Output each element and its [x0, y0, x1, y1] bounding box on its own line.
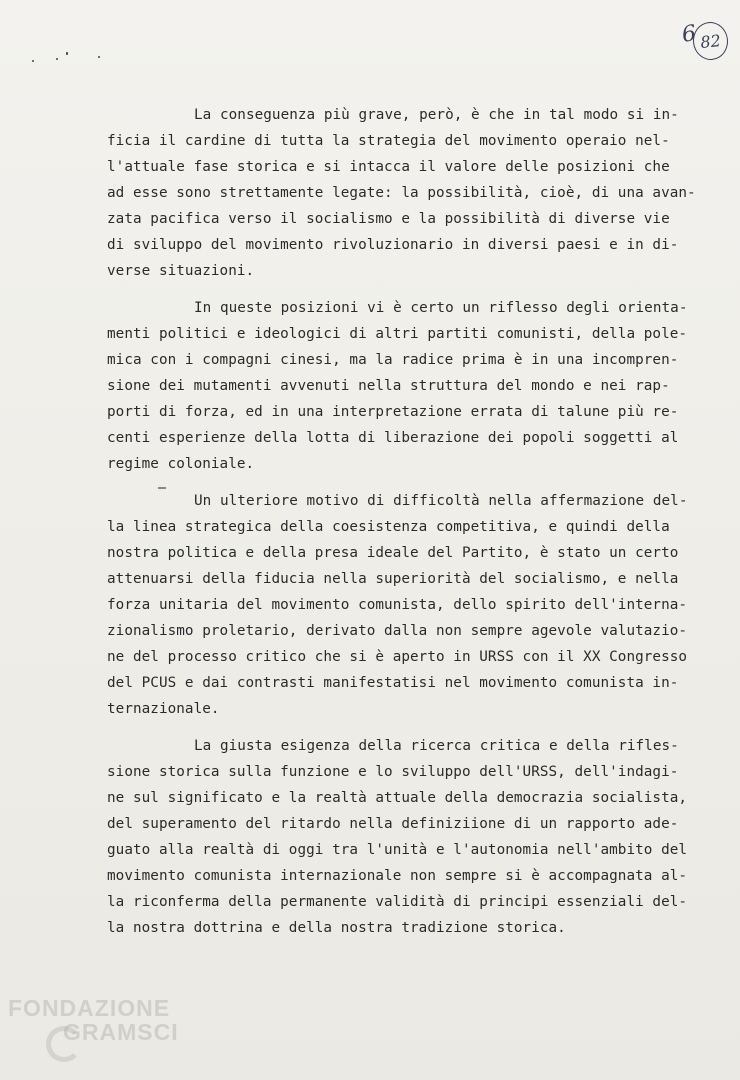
text-line: porti di forza, ed in una interpretazione errata di talune più re- [107, 404, 679, 420]
text-line: ficia il cardine di tutta la strategia del movimento operaio nel- [107, 133, 670, 149]
text-line: In queste posizioni vi è certo un riflesso degli orienta- [194, 300, 688, 316]
text-line: menti politici e ideologici di altri partiti comunisti, della pole- [107, 326, 688, 342]
text-line: la nostra dottrina e della nostra tradizione storica. [107, 920, 566, 936]
paragraph-3 [107, 488, 707, 722]
text-line: ternazionale. [107, 701, 220, 717]
text-line: guato alla realtà di oggi tra l'unità e l'autonomia nell'ambito del [107, 842, 688, 858]
text-line: La conseguenza più grave, però, è che in tal modo si in- [194, 107, 679, 123]
handwritten-page-prefix: 6 [680, 21, 698, 48]
text-line: verse situazioni. [107, 263, 255, 279]
text-line: Un ulteriore motivo di difficoltà nella affermazione del- [194, 493, 688, 509]
text-line: La giusta esigenza della ricerca critica e della rifles- [194, 738, 679, 754]
speck [32, 60, 34, 62]
fondazione-gramsci-watermark [8, 996, 208, 1044]
text-line: ad esse sono strettamente legate: la possibilità, cioè, di una avan- [107, 185, 696, 201]
text-line: la linea strategica della coesistenza competitiva, e quindi della [107, 519, 670, 535]
speck [56, 58, 58, 60]
text-line: movimento comunista internazionale non sempre si è accompagnata al- [107, 868, 688, 884]
text-line: zionalismo proletario, derivato dalla non sempre agevole valutazio- [107, 623, 688, 639]
paper-specks [30, 50, 110, 70]
text-line: del PCUS e dai contrasti manifestatisi nel movimento comunista in- [107, 675, 679, 691]
text-line: forza unitaria del movimento comunista, dello spirito dell'interna- [107, 597, 688, 613]
text-line: attenuarsi della fiducia nella superiorità del socialismo, e nella [107, 571, 679, 587]
text-line: nostra politica e della presa ideale del Partito, è stato un certo [107, 545, 679, 561]
text-line: centi esperienze della lotta di liberazione dei popoli soggetti al [107, 430, 679, 446]
speck [66, 52, 68, 55]
paragraph-1 [107, 102, 707, 284]
paragraph-2 [107, 295, 707, 477]
text-line: ne del processo critico che si è aperto in URSS con il XX Congresso [107, 649, 688, 665]
text-line: ne sul significato e la realtà attuale della democrazia socialista, [107, 790, 688, 806]
text-line: regime coloniale. [107, 456, 255, 472]
text-line: mica con i compagni cinesi, ma la radice prima è in una incompren- [107, 352, 679, 368]
text-line: del superamento del ritardo nella definiziione di un rapporto ade- [107, 816, 679, 832]
watermark-line-2: GRAMSCI [63, 1019, 179, 1045]
text-line: di sviluppo del movimento rivoluzionario in diversi paesi e in di- [107, 237, 679, 253]
text-line: zata pacifica verso il socialismo e la possibilità di diverse vie [107, 211, 670, 227]
text-line: l'attuale fase storica e si intacca il valore delle posizioni che [107, 159, 670, 175]
watermark-logo-icon [46, 1026, 82, 1062]
text-line: sione storica sulla funzione e lo sviluppo dell'URSS, dell'indagi- [107, 764, 679, 780]
speck [98, 56, 100, 58]
paragraph-4 [107, 733, 707, 941]
circled-page-number: 82 [691, 20, 730, 61]
text-line: sione dei mutamenti avvenuti nella struttura del mondo e nei rap- [107, 378, 670, 394]
text-line: la riconferma della permanente validità di principi essenziali del- [107, 894, 688, 910]
watermark-line-1: FONDAZIONE [8, 995, 171, 1021]
typed-text-body [107, 102, 707, 941]
